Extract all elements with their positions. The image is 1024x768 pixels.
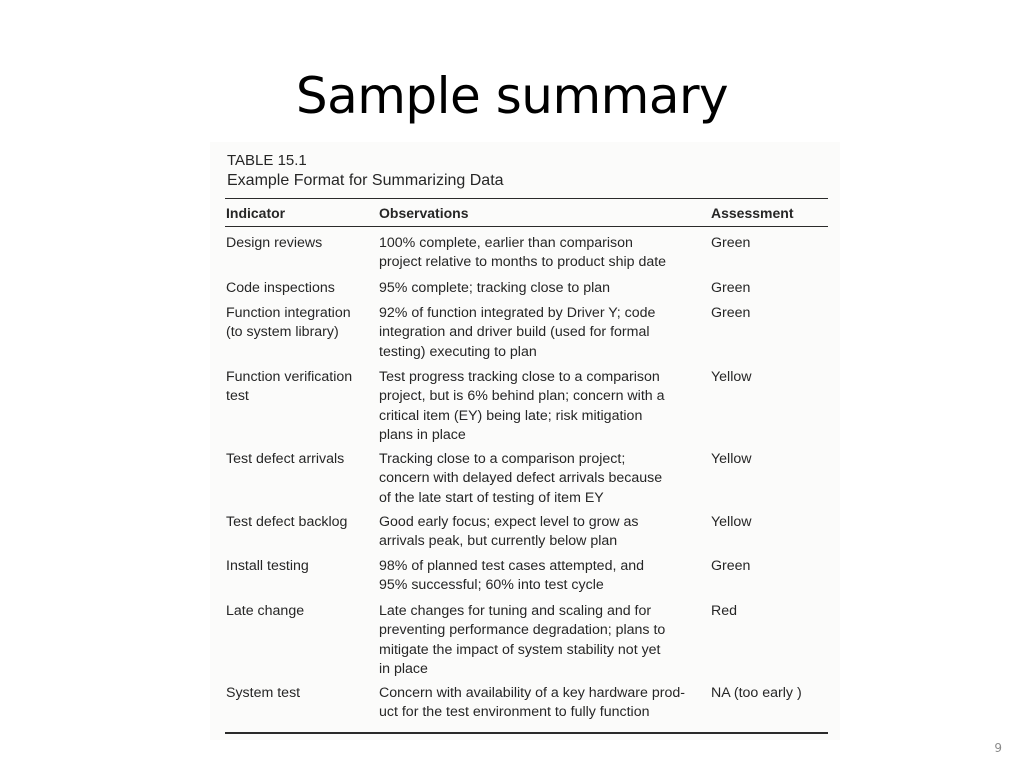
header-indicator: Indicator [226, 205, 286, 221]
cell-observations: 98% of planned test cases attempted, and 95% successful; 60% into test cycle [379, 558, 645, 594]
cell-indicator: Function verification test [226, 369, 353, 405]
cell-assessment: Yellow [711, 451, 752, 467]
cell-observations: Tracking close to a comparison project; concern with delayed defect arrivals because of the late start of testing of item EY [379, 451, 663, 506]
page-number: 9 [994, 741, 1002, 755]
header-assessment: Assessment [711, 205, 794, 221]
cell-assessment: NA (too early ) [711, 685, 802, 701]
cell-indicator: Late change [226, 603, 305, 619]
cell-assessment: Green [711, 305, 751, 321]
cell-indicator: Design reviews [226, 235, 323, 251]
cell-observations: 92% of function integrated by Driver Y; code integration and driver build (used for formal testing) executing to plan [379, 305, 656, 360]
cell-assessment: Green [711, 235, 751, 251]
cell-observations: 100% complete, earlier than comparison project relative to months to product ship date [379, 235, 667, 271]
cell-assessment: Yellow [711, 514, 752, 530]
cell-assessment: Green [711, 558, 751, 574]
cell-indicator: Install testing [226, 558, 309, 574]
cell-assessment: Green [711, 280, 751, 296]
cell-indicator: Test defect arrivals [226, 451, 345, 467]
table-caption: Example Format for Summarizing Data [227, 172, 504, 189]
table-number: TABLE 15.1 [227, 152, 307, 169]
cell-observations: Good early focus; expect level to grow as arrivals peak, but currently below plan [379, 514, 639, 550]
cell-assessment: Red [711, 603, 738, 619]
cell-observations: Concern with availability of a key hardware prod- uct for the test environment to fully function [379, 685, 685, 721]
cell-indicator: Test defect backlog [226, 514, 348, 530]
table-header-rule [225, 226, 828, 227]
table-top-rule [225, 198, 828, 199]
cell-observations: Test progress tracking close to a comparison project, but is 6% behind plan; concern with a critical item (EY) being late; risk mitigation plans in place [379, 369, 665, 443]
cell-observations: 95% complete; tracking close to plan [379, 280, 611, 296]
cell-indicator: Function integration (to system library) [226, 305, 351, 341]
slide-title: Sample summary [295, 67, 729, 125]
cell-indicator: Code inspections [226, 280, 335, 296]
table-bottom-rule [225, 732, 828, 734]
cell-assessment: Yellow [711, 369, 752, 385]
cell-indicator: System test [226, 685, 301, 701]
cell-observations: Late changes for tuning and scaling and for preventing performance degradation; plans to mitigate the impact of system stability not yet in place [379, 603, 666, 677]
header-observations: Observations [379, 205, 469, 221]
